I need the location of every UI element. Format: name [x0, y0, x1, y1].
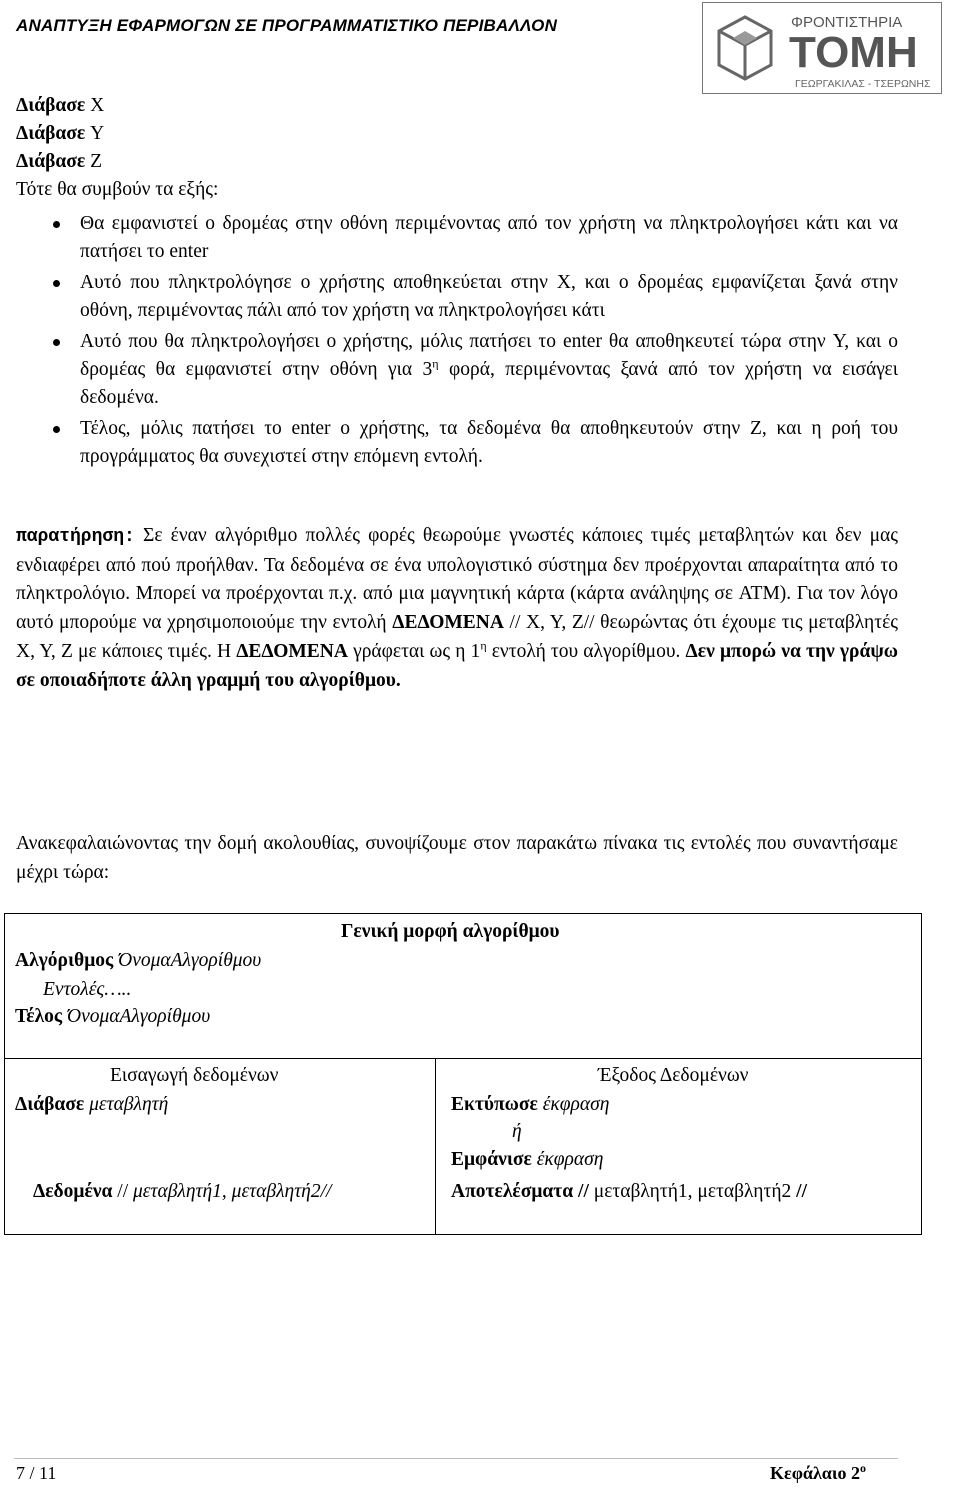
table-keyword: Εμφάνισε	[451, 1149, 532, 1170]
input-column-title: Εισαγωγή δεδομένων	[110, 1065, 279, 1086]
logo-line1: ΦΡΟΝΤΙΣΤΗΡΙΑ	[791, 14, 903, 31]
algorithm-line	[15, 949, 261, 973]
table-arg: μεταβλητή1, μεταβλητή2	[593, 1181, 792, 1202]
commands-line: Εντολές…..	[43, 979, 132, 1000]
note-text: // X, Y, Z// θεωρώντας ότι έχουμε τις μεταβλητές X, Y, Z με κάποιες τιμές. Η	[16, 612, 898, 662]
general-form-title: Γενική μορφή αλγορίθμου	[341, 921, 560, 942]
end-line	[15, 1005, 210, 1029]
command-keyword: Διάβασε	[16, 151, 86, 172]
results-line	[451, 1180, 807, 1204]
table-separator: //	[117, 1181, 129, 1202]
chapter-text: Κεφάλαιο 2	[770, 1463, 860, 1483]
note-paragraph	[16, 522, 898, 695]
list-item-text: Αυτό που πληκτρολόγησε ο χρήστης αποθηκεύεται στην X, και ο δρομέας εμφανίζεται ξανά στην οθόνη, περιμένοντας πάλι από τον χρήστη να πληκτρολογήσει κάτι	[80, 272, 898, 321]
or-text: ή	[512, 1121, 522, 1142]
footer-divider	[14, 1458, 898, 1459]
cube-logo-icon	[703, 3, 943, 95]
data-line	[33, 1180, 331, 1204]
table-italic-arg: ΌνομαΑλγορίθμου	[67, 1006, 211, 1027]
list-item	[16, 328, 898, 412]
command-arg: Y	[90, 123, 105, 144]
main-content	[16, 92, 898, 474]
table-keyword: Εκτύπωσε	[451, 1094, 538, 1115]
table-italic-arg: μεταβλητή	[89, 1094, 169, 1115]
command-line	[16, 120, 898, 148]
list-item-text: Θα εμφανιστεί ο δρομέας στην οθόνη περιμένοντας από τον χρήστη να πληκτρολογήσει κάτι και να πατήσει το enter	[80, 213, 898, 262]
table-separator: //	[796, 1181, 807, 1202]
logo-line3: ΓΕΩΡΓΑΚΙΛΑΣ - ΤΣΕΡΩΝΗΣ	[795, 78, 931, 90]
table-italic-arg: έκφραση	[542, 1094, 610, 1115]
list-item-text: φορά, περιμένοντας ξανά από τον χρήστη να εισάγει δεδομένα.	[80, 359, 898, 408]
ordinal-superscript: η	[432, 356, 439, 371]
show-line	[451, 1148, 603, 1172]
print-line	[451, 1093, 609, 1117]
note-keyword: ΔΕΔΟΜΕΝΑ	[236, 640, 348, 662]
table-italic-arg: ΌνομαΑλγορίθμου	[118, 950, 262, 971]
tomi-logo	[702, 2, 942, 94]
note-text: Σε έναν αλγόριθμο πολλές φορές θεωρούμε γνωστές κάποιες τιμές μεταβλητών και δεν μας ενδιαφέρει από πού προήλθαν. Τα δεδομένα σε ένα υπολογιστικό σύστημα δεν προέρχονται απαραίτητα από το πληκτρολόγιο. Μπορεί να προέρχονται π.χ. από μια μαγνητική κάρτα (κάρτα ανάληψης σε ATM). Για τον λόγο αυτό μπορούμε να χρησιμοποιούμε την εντολή	[16, 525, 898, 634]
algorithm-summary-table	[4, 913, 922, 1235]
note-text: γράφεται ως η 1	[347, 640, 481, 662]
list-item	[16, 269, 898, 325]
table-divider	[435, 1058, 436, 1234]
ordinal-superscript: η	[480, 638, 487, 653]
table-keyword: Αποτελέσματα	[451, 1181, 574, 1202]
command-arg: X	[90, 95, 105, 116]
logo-line2: ΤΟΜΗ	[789, 28, 918, 77]
table-keyword: Διάβασε	[15, 1094, 85, 1115]
table-divider	[5, 1058, 921, 1059]
command-line	[16, 148, 898, 176]
bullet-icon	[53, 339, 60, 346]
table-italic-arg: μεταβλητή1, μεταβλητή2//	[133, 1181, 332, 1202]
note-keyword: ΔΕΔΟΜΕΝΑ	[392, 612, 504, 634]
document-header-title: ΑΝΑΠΤΥΞΗ ΕΦΑΡΜΟΓΩΝ ΣΕ ΠΡΟΓΡΑΜΜΑΤΙΣΤΙΚΟ ΠΕΡΙΒΑΛΛΟΝ	[16, 16, 558, 35]
list-item	[16, 415, 898, 471]
command-keyword: Διάβασε	[16, 123, 86, 144]
table-keyword: Δεδομένα	[33, 1181, 113, 1202]
note-label: παρατήρηση:	[16, 527, 135, 547]
summary-paragraph: Ανακεφαλαιώνοντας την δομή ακολουθίας, συνοψίζουμε στον παρακάτω πίνακα τις εντολές που συναντήσαμε μέχρι τώρα:	[16, 833, 898, 883]
table-keyword: Αλγόριθμος	[15, 950, 114, 971]
command-line	[16, 92, 898, 120]
table-italic-arg: έκφραση	[536, 1149, 604, 1170]
list-item	[16, 210, 898, 266]
list-item-text: Αυτό που θα πληκτρολογήσει ο χρήστης, μόλις πατήσει το enter θα αποθηκευτεί τώρα στην Y, και ο δρομέας θα εμφανιστεί στην οθόνη για 3	[80, 331, 898, 380]
table-keyword: Τέλος	[15, 1006, 63, 1027]
command-keyword: Διάβασε	[16, 95, 86, 116]
list-item-text: Τέλος, μόλις πατήσει το enter ο χρήστης, τα δεδομένα θα αποθηκευτούν στην Z, και η ροή του προγράμματος θα συνεχιστεί στην επόμενη εντολή.	[80, 418, 898, 467]
table-separator: //	[578, 1181, 589, 1202]
read-line	[15, 1093, 168, 1117]
intro-text: Τότε θα συμβούν τα εξής:	[16, 179, 219, 200]
bullet-icon	[53, 221, 60, 228]
bullet-icon	[53, 426, 60, 433]
bullet-list	[16, 210, 898, 471]
bullet-icon	[53, 280, 60, 287]
command-arg: Z	[90, 151, 103, 172]
note-text: εντολή του αλγορίθμου.	[486, 640, 686, 662]
output-column-title: Έξοδος Δεδομένων	[598, 1065, 749, 1086]
chapter-label	[770, 1463, 866, 1484]
note-emphasis: Δεν μπορώ να την γράψω σε οποιαδήποτε άλλη γραμμή του αλγορίθμου.	[16, 640, 899, 691]
ordinal-superscript: ο	[859, 1461, 866, 1475]
page-number: 7 / 11	[16, 1463, 57, 1483]
